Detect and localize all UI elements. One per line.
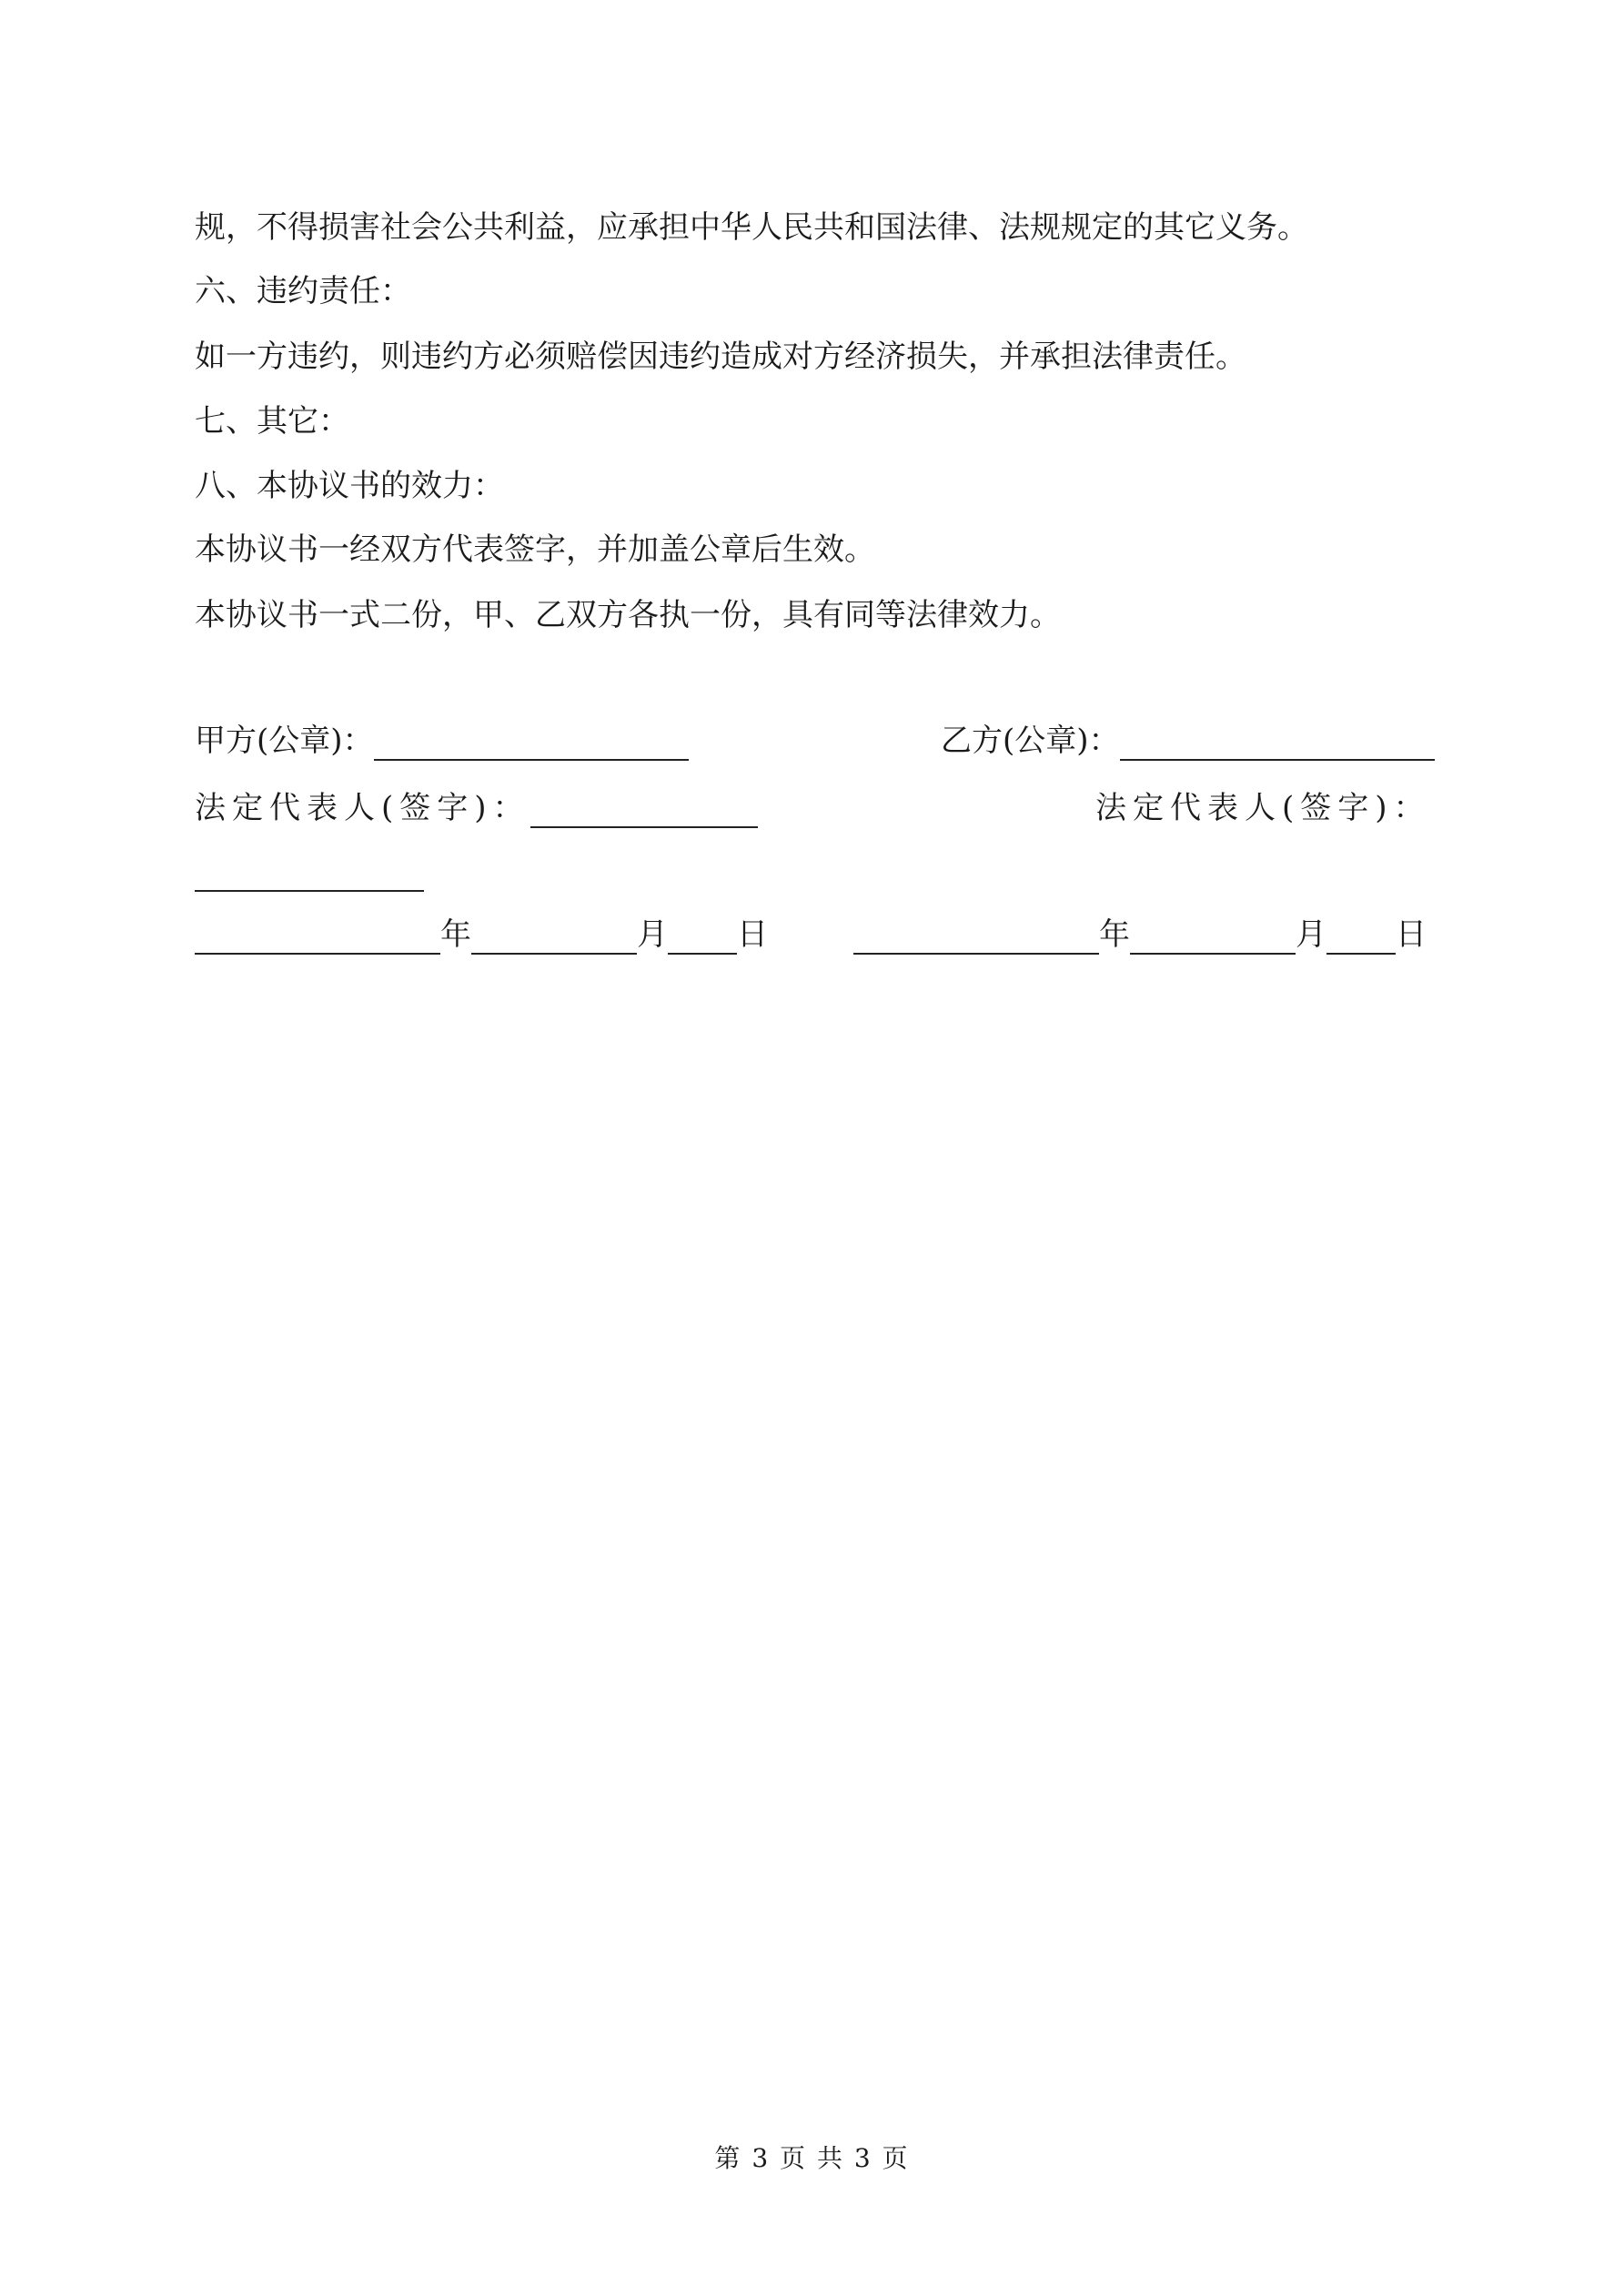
party-a-rep-label: 法定代表人(签字)： [195, 790, 530, 826]
party-b-rep-blank [195, 859, 424, 892]
body-line-6: 本协议书一经双方代表签字，并加盖公章后生效。 [195, 531, 875, 568]
party-a-rep-blank [530, 795, 758, 828]
party-b-seal-label: 乙方(公章)： [941, 723, 1120, 759]
party-a-day-label: 日 [737, 916, 768, 953]
party-a-year-label: 年 [440, 916, 471, 953]
party-b-month-label: 月 [1296, 916, 1326, 953]
section-heading-6: 六、违约责任： [195, 273, 411, 309]
party-b-year-label: 年 [1099, 916, 1130, 953]
party-a-seal-row [195, 721, 689, 761]
body-line-7: 本协议书一式二份，甲、乙双方各执一份，具有同等法律效力。 [195, 597, 1061, 633]
party-a-month-label: 月 [637, 916, 668, 953]
party-a-date-row [195, 915, 768, 955]
section-heading-8: 八、本协议书的效力： [195, 468, 504, 504]
party-b-rep-row [1095, 788, 1431, 828]
party-b-year-blank [853, 922, 1099, 955]
body-line-1: 规，不得损害社会公共利益，应承担中华人民共和国法律、法规规定的其它义务。 [195, 209, 1308, 246]
party-a-seal-blank [374, 728, 689, 761]
party-b-rep-label: 法定代表人(签字)： [1095, 790, 1431, 826]
party-b-day-label: 日 [1396, 916, 1427, 953]
party-b-seal-blank [1120, 728, 1435, 761]
body-line-3: 如一方违约，则违约方必须赔偿因违约造成对方经济损失，并承担法律责任。 [195, 339, 1246, 375]
party-b-month-blank [1130, 922, 1296, 955]
party-b-rep-blank-row [195, 859, 424, 892]
party-b-seal-row [941, 721, 1435, 761]
party-a-month-blank [471, 922, 637, 955]
party-a-year-blank [195, 922, 440, 955]
party-b-day-blank [1326, 922, 1396, 955]
page-number-footer: 第 3 页 共 3 页 [714, 2143, 910, 2173]
section-heading-7: 七、其它： [195, 403, 349, 440]
party-a-day-blank [668, 922, 737, 955]
party-b-date-row [853, 915, 1427, 955]
party-a-rep-row [195, 788, 758, 828]
party-a-seal-label: 甲方(公章)： [195, 723, 374, 759]
